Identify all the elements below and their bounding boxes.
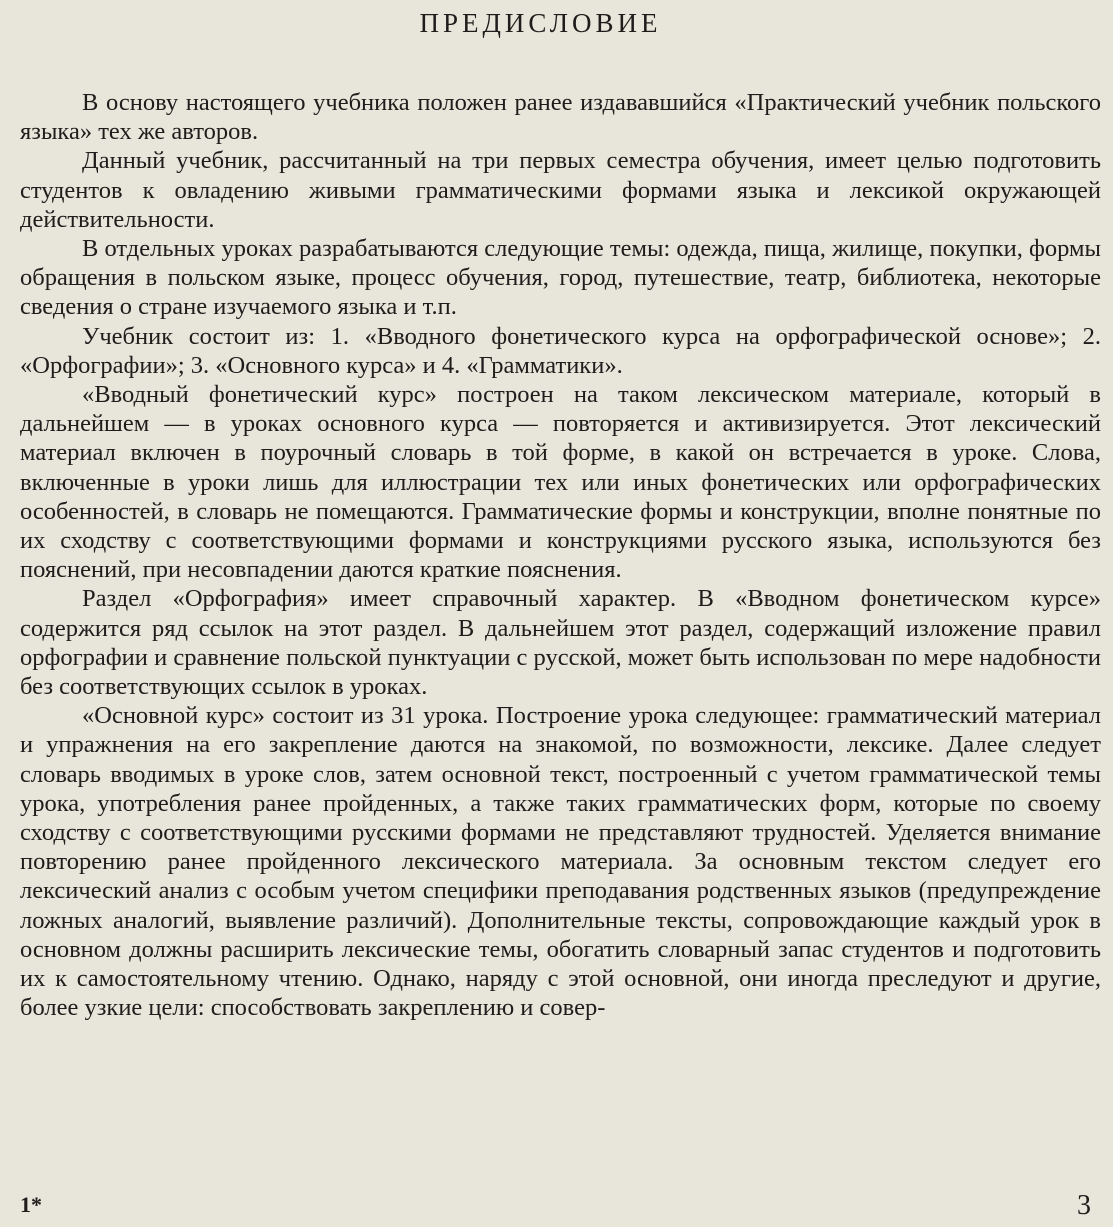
- paragraph-7: «Основной курс» состоит из 31 урока. Построение урока следующее: грамматический материал и упражнения на его закрепление даются на знакомой, по возможности, лексике. Далее следует словарь вводимых в уроке слов, затем основной текст, построенный с учетом грамматической темы урока, употребления ранее пройденных, а также таких грамматических форм, которые по своему сходству с соответствующими русскими формами не представляют трудностей. Уделяется внимание повторению ранее пройденного лексического материала. За основным текстом следует его лексический анализ с особым учетом специфики преподавания родственных языков (предупреждение ложных аналогий, выявление различий). Дополнительные тексты, сопровождающие каждый урок в основном должны расширить лексические темы, обогатить словарный запас студентов и подготовить их к самостоятельному чтению. Однако, наряду с этой основной, они иногда преследуют и другие, более узкие цели: способствовать закреплению и совер-: [20, 702, 1101, 1022]
- page-title: ПРЕДИСЛОВИЕ: [419, 8, 662, 38]
- page-number: 3: [1077, 1190, 1091, 1221]
- paragraph-2: Данный учебник, рассчитанный на три первых семестра обучения, имеет целью подготовить студентов к овладению живыми грамматическими формами языка и лексикой окружающей действительности.: [20, 147, 1101, 233]
- paragraph-6: Раздел «Орфография» имеет справочный характер. В «Вводном фонетическом курсе» содержится ряд ссылок на этот раздел. В дальнейшем этот раздел, содержащий изложение правил орфографии и сравнение польской пунктуации с русской, может быть использован по мере надобности без соответствующих ссылок в уроках.: [20, 585, 1101, 701]
- paragraph-1: В основу настоящего учебника положен ранее издававшийся «Практический учебник польского языка» тех же авторов.: [20, 89, 1101, 146]
- paragraph-4: Учебник состоит из: 1. «Вводного фонетического курса на орфографической основе»; 2. «Орфографии»; 3. «Основного курса» и 4. «Грамматики».: [20, 322, 1101, 379]
- signature-mark: 1*: [20, 1192, 42, 1217]
- preface-body: [20, 88, 1101, 1023]
- paragraph-3: В отдельных уроках разрабатываются следующие темы: одежда, пища, жилище, покупки, формы обращения в польском языке, процесс обучения, город, путешествие, театр, библиотека, некоторые сведения о стране изучаемого языка и т.п.: [20, 235, 1101, 321]
- paragraph-5: «Вводный фонетический курс» построен на таком лексическом материале, который в дальнейшем — в уроках основного курса — повторяется и активизируется. Этот лексический материал включен в поурочный словарь в той форме, в какой он встречается в уроке. Слова, включенные в уроки лишь для иллюстрации тех или иных фонетических или орфографических особенностей, в словарь не помещаются. Грамматические формы и конструкции, вполне понятные по их сходству с соответствующими формами и конструкциями русского языка, используются без пояснений, при несовпадении даются краткие пояснения.: [20, 381, 1101, 584]
- page-footer: [20, 1192, 1091, 1222]
